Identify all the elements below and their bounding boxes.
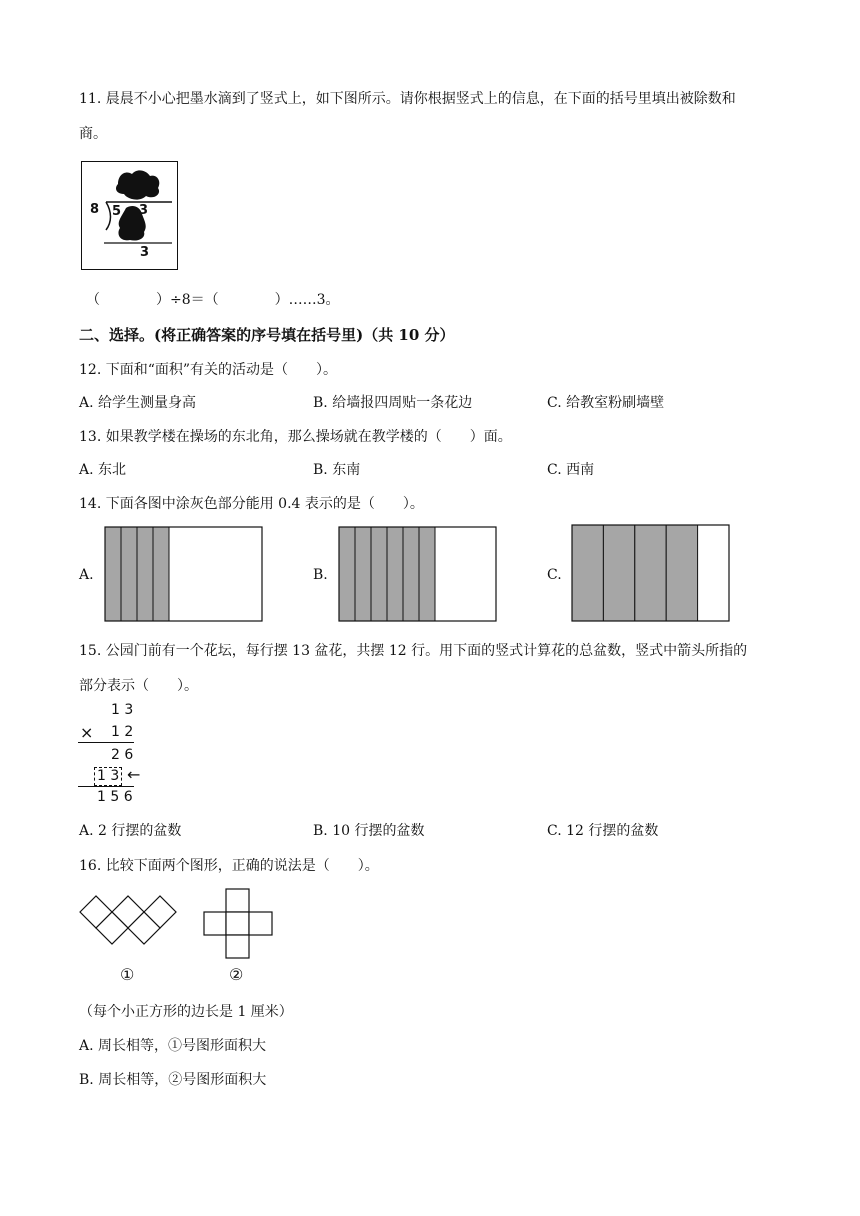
q12-stem: 12. 下面和“面积”有关的活动是（ ）。 [79,362,338,378]
calc-row-3: 2 6 [111,747,134,763]
q12-option-a[interactable]: A. 给学生测量身高 [79,395,197,411]
fig2-square-top [226,889,249,912]
q14-label-b[interactable]: B. [313,567,328,583]
shaded-strip [572,525,603,621]
calc-arrow: ← [127,765,141,784]
fig2-square-right [249,912,272,935]
fig2-square-center [226,912,249,935]
calc-line-2 [78,786,134,787]
shaded-strip [419,527,435,621]
calc-operator: × [80,723,94,742]
shaded-strip [339,527,355,621]
shaded-strip [105,527,121,621]
q15-option-a[interactable]: A. 2 行摆的盆数 [79,823,182,839]
q14-label-c[interactable]: C. [547,567,562,583]
section2-title: 二、选择。(将正确答案的序号填在括号里)（共 10 分） [79,326,455,344]
q13-option-c[interactable]: C. 西南 [547,462,595,478]
q13-option-a[interactable]: A. 东北 [79,462,127,478]
shaded-strip [121,527,137,621]
remainder-digit: 3 [140,245,150,260]
q13-option-b[interactable]: B. 东南 [313,462,361,478]
q16-option-a[interactable]: A. 周长相等，①号图形面积大 [79,1038,267,1054]
q12-option-b[interactable]: B. 给墙报四周贴一条花边 [313,395,473,411]
ink-blot-top [116,170,159,199]
q15-option-b[interactable]: B. 10 行摆的盆数 [313,823,425,839]
q16-note: （每个小正方形的边长是 1 厘米） [79,1004,293,1020]
calc-row-4: 1 3 [94,767,122,786]
shaded-strip [387,527,403,621]
shaded-strip [355,527,371,621]
shaded-strip [403,527,419,621]
q16-figure-1-label: ① [120,965,135,984]
calc-row-5: 1 5 6 [97,789,133,805]
calc-row-2: 1 2 [111,724,134,740]
q11-answer-line: （ ）÷8＝（ ）……3。 [86,292,340,308]
divisor-digit: 8 [90,202,100,217]
q15-text-line1: 15. 公园门前有一个花坛，每行摆 13 盆花，共摆 12 行。用下面的竖式计算花的总盆数，竖式中箭头所指的 [79,643,748,659]
shaded-strip [635,525,666,621]
shaded-strip [137,527,153,621]
q16-figure-1 [78,890,182,958]
q14-figure-a [104,526,264,622]
q14-label-a[interactable]: A. [79,567,94,583]
shaded-strip [371,527,387,621]
q14-figure-b [338,526,498,622]
q12-option-c[interactable]: C. 给教室粉刷墙壁 [547,395,665,411]
shaded-strip [153,527,169,621]
fig2-square-bottom [226,935,249,958]
calc-row-1: 1 3 [111,702,134,718]
q16-figure-2-label: ② [229,965,244,984]
dividend-digit-1: 5 [112,204,122,219]
q14-stem: 14. 下面各图中涂灰色部分能用 0.4 表示的是（ ）。 [79,496,424,512]
dividend-digit-2: 3 [139,203,149,218]
q15-option-c[interactable]: C. 12 行摆的盆数 [547,823,659,839]
q16-figure-2 [203,888,277,962]
q16-option-b[interactable]: B. 周长相等，②号图形面积大 [79,1072,267,1088]
fig2-square-left [204,912,226,935]
q13-stem: 13. 如果教学楼在操场的东北角，那么操场就在教学楼的（ ）面。 [79,429,512,445]
q11-text-line1: 11. 晨晨不小心把墨水滴到了竖式上，如下图所示。请你根据竖式上的信息，在下面的括号里填出被除数和 [79,91,736,107]
q16-stem: 16. 比较下面两个图形，正确的说法是（ ）。 [79,858,379,874]
calc-line-1 [78,742,134,743]
q11-text-line2: 商。 [79,126,107,142]
q15-text-line2: 部分表示（ ）。 [79,678,198,694]
q14-figure-c [571,524,731,622]
division-bracket [106,202,111,230]
q15-vertical-multiplication [78,702,168,807]
q11-division-figure [81,161,178,270]
shaded-strip [603,525,634,621]
shaded-strip [666,525,697,621]
